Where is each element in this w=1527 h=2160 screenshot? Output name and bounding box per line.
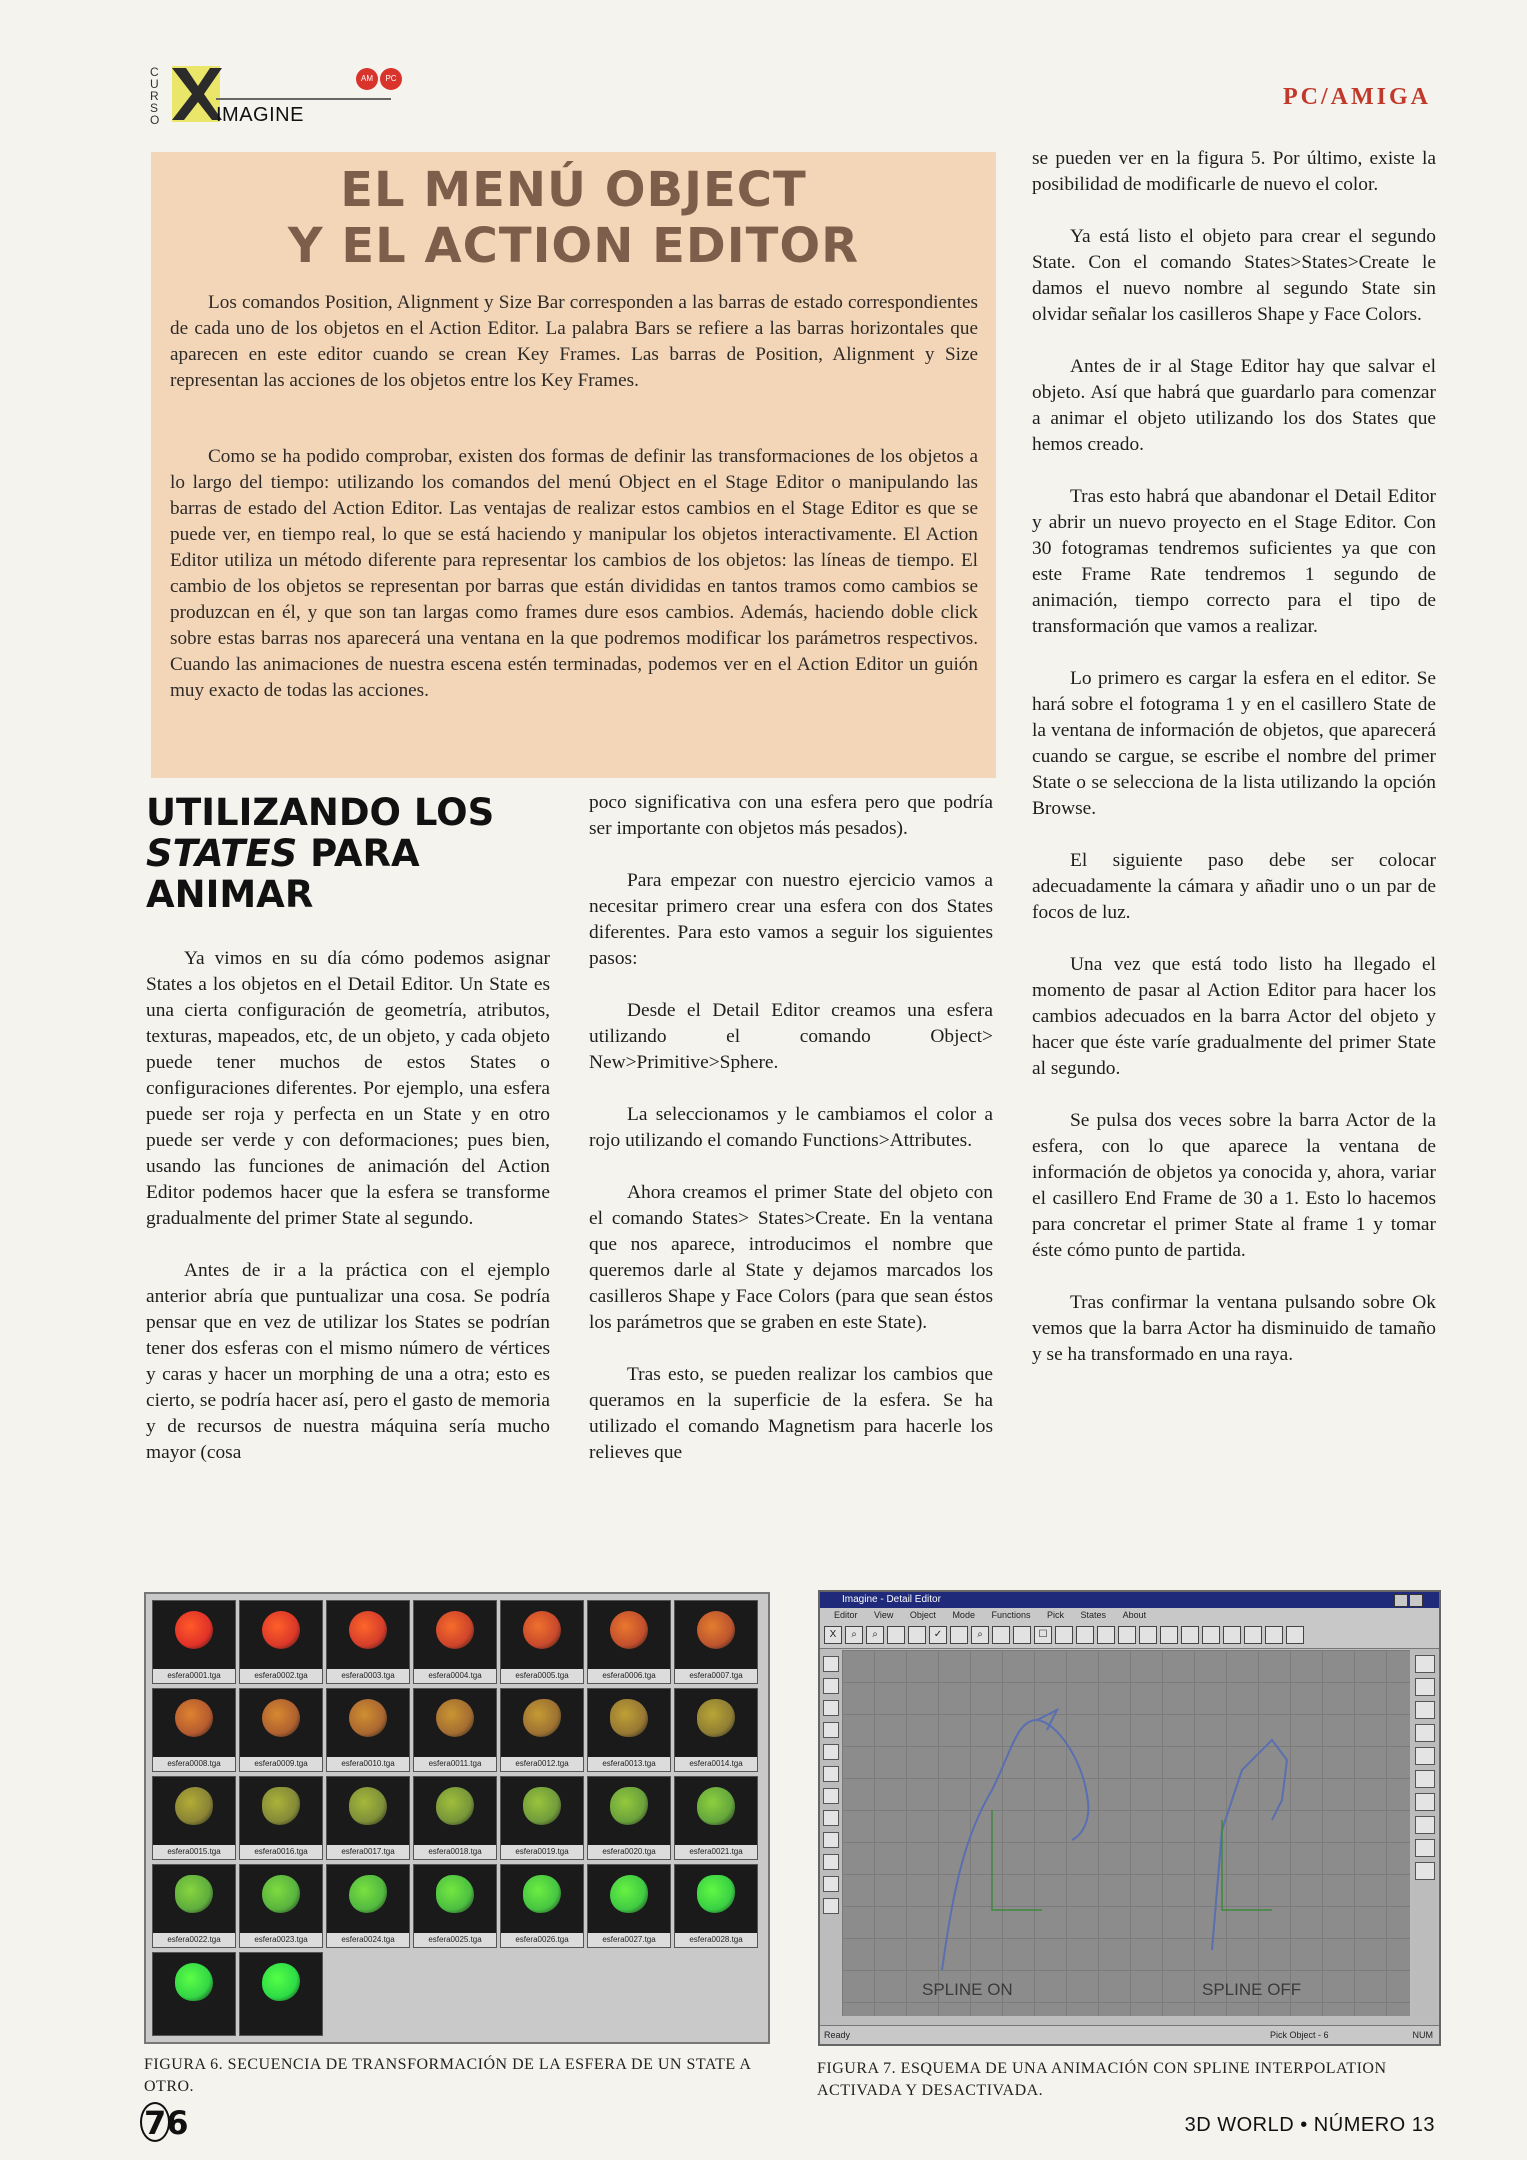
heading-line2 xyxy=(146,833,506,874)
sphere-render xyxy=(610,1699,648,1737)
col3-paragraph: Ya está listo el objeto para crear el segundo State. Con el comando States>States>Create le damos el nuevo nombre al segundo State sin olvidar señalar los casilleros Shape y Face Colors. xyxy=(1032,226,1436,325)
left-toolbox xyxy=(822,1650,840,2016)
column-1 xyxy=(146,946,550,1492)
thumbnail-label: esfera0002.tga xyxy=(240,1669,322,1683)
thumbnail-label: esfera0024.tga xyxy=(327,1933,409,1947)
thumbnail-label: esfera0019.tga xyxy=(501,1845,583,1859)
sidebar-title-line1: EL MENÚ OBJECT xyxy=(340,162,807,218)
article-heading xyxy=(146,792,506,915)
thumbnail-frame xyxy=(587,1600,671,1684)
thumbnail-label: esfera0014.tga xyxy=(675,1757,757,1771)
thumbnail-frame xyxy=(239,1688,323,1772)
figure-6-thumbnail-sequence xyxy=(144,1592,770,2044)
sidebar-paragraph-1: Los comandos Position, Alignment y Size Bar corresponden a las barras de estado correspondientes de cada uno de los objetos en el Action Editor. La palabra Bars se refiere a las barras horizontales que aparecen en este editor cuando se crean Key Frames. Las barras de Position, Alignment y Size representan las acciones de los objetos entre los Key Frames. xyxy=(170,292,978,391)
tool-button[interactable] xyxy=(1415,1793,1435,1811)
platform-header: PC/AMIGA xyxy=(1283,84,1431,110)
magazine-footer: 3D WORLD • NÚMERO 13 xyxy=(1184,2114,1435,2136)
thumbnail-label: esfera0006.tga xyxy=(588,1669,670,1683)
menu-item[interactable]: States xyxy=(1080,1610,1107,1620)
thumbnail-frame xyxy=(674,1600,758,1684)
spline-on-axes xyxy=(992,1810,1042,1910)
tool-button[interactable] xyxy=(1415,1724,1435,1742)
col3-paragraph: Una vez que está todo listo ha llegado el momento de pasar al Action Editor para hacer los cambios adecuados en la barra Actor del objeto y hacer que éste varíe gradualmente del primer State al segundo. xyxy=(1032,954,1436,1079)
thumbnail-label: esfera0005.tga xyxy=(501,1669,583,1683)
menu-item[interactable]: View xyxy=(874,1610,894,1620)
thumbnail-frame xyxy=(326,1600,410,1684)
col3-paragraph: Antes de ir al Stage Editor hay que salvar el objeto. Así que habrá que guardarlo para comenzar a animar el objeto utilizando los dos States que hemos creado. xyxy=(1032,356,1436,455)
toolbar-button[interactable] xyxy=(1286,1626,1304,1644)
col2-paragraph: La seleccionamos y le cambiamos el color a rojo utilizando el comando Functions>Attributes. xyxy=(589,1104,993,1151)
sphere-render xyxy=(175,1787,213,1825)
figure-7-detail-editor-screenshot xyxy=(818,1590,1441,2046)
tool-button[interactable] xyxy=(1415,1816,1435,1834)
sphere-render xyxy=(523,1699,561,1737)
toolbar-button[interactable] xyxy=(1202,1626,1220,1644)
thumbnail-label: esfera0008.tga xyxy=(153,1757,235,1771)
sphere-render xyxy=(262,1787,300,1825)
heading-line3: ANIMAR xyxy=(146,873,314,916)
tool-button[interactable] xyxy=(1415,1747,1435,1765)
sphere-render xyxy=(175,1611,213,1649)
thumbnail-frame xyxy=(239,1952,323,2036)
window-controls xyxy=(1393,1594,1435,1606)
toolbar-button[interactable]: ⌕ xyxy=(971,1626,989,1644)
tool-button[interactable] xyxy=(1415,1655,1435,1673)
spline-off-curve xyxy=(1212,1740,1287,1950)
toolbar-button[interactable] xyxy=(950,1626,968,1644)
col2-paragraph: Ahora creamos el primer State del objeto con el comando States> States>Create. En la ventana que nos aparece, introducimos el nombre que queremos darle al State y dejamos marcados los casilleros Shape y Face Colors (para que sean éstos los parámetros que se graben en este State). xyxy=(589,1182,993,1333)
thumbnail-frame xyxy=(413,1688,497,1772)
toolbar-button[interactable]: ⌕ xyxy=(866,1626,884,1644)
thumbnail-label: esfera0015.tga xyxy=(153,1845,235,1859)
thumbnail-frame xyxy=(413,1864,497,1948)
sphere-render xyxy=(175,1875,213,1913)
sidebar-paragraph-2: Como se ha podido comprobar, existen dos formas de definir las transformaciones de los objetos a lo largo del tiempo: utilizando los comandos del menú Object en el Stage Editor o manipulando las barras de estado del Action Editor. Las ventajas de realizar estos cambios en el Stage Editor es que se puede ver, en tiempo real, lo que se está haciendo y manipular los objetos interactivamente. El Action Editor utiliza un método diferente para representar los cambios de los objetos: las líneas de tiempo. El cambio de los objetos se representan por barras que están divididas en tantos tramos como cambios se produzcan en él, y que son tan largas como frames dure esos cambios. Además, haciendo doble click sobre estas barras nos aparecerá una ventana en la que podremos modificar los parámetros respectivos. Cuando las animaciones de nuestra escena estén terminadas, podemos ver en el Action Editor un guión muy exacto de todas las acciones. xyxy=(170,446,978,701)
col2-paragraph: Tras esto, se pueden realizar los cambios que queramos en la superficie de la esfera. Se ha utilizado el comando Magnetism para hacerle los relieves que xyxy=(589,1364,993,1463)
tool-button[interactable] xyxy=(823,1722,839,1738)
thumbnail-frame xyxy=(326,1864,410,1948)
toolbar xyxy=(820,1622,1439,1649)
thumbnail-label: esfera0022.tga xyxy=(153,1933,235,1947)
thumbnail-frame xyxy=(674,1688,758,1772)
status-ready: Ready xyxy=(824,2030,851,2040)
sidebar-title xyxy=(151,162,996,274)
toolbar-button[interactable] xyxy=(887,1626,905,1644)
figure-6-caption: FIGURA 6. SECUENCIA DE TRANSFORMACIÓN DE LA ESFERA DE UN STATE A OTRO. xyxy=(144,2056,751,2095)
sphere-render xyxy=(610,1875,648,1913)
minimize-icon[interactable] xyxy=(1394,1594,1408,1607)
sphere-render xyxy=(349,1787,387,1825)
menu-bar xyxy=(820,1608,1439,1622)
heading-para: PARA xyxy=(297,832,420,875)
tool-button[interactable] xyxy=(1415,1839,1435,1857)
badge-amiga: AM xyxy=(356,68,378,90)
tool-button[interactable] xyxy=(1415,1678,1435,1696)
thumbnail-frame xyxy=(152,1952,236,2036)
spline-on-curve xyxy=(942,1720,1088,1970)
thumbnail-label: esfera0010.tga xyxy=(327,1757,409,1771)
thumbnail-frame xyxy=(152,1864,236,1948)
column-2 xyxy=(589,790,993,1492)
thumbnail-label: esfera0013.tga xyxy=(588,1757,670,1771)
thumbnail-frame xyxy=(239,1776,323,1860)
col1-paragraph: Antes de ir a la práctica con el ejemplo anterior abría que puntualizar una cosa. Se podría pensar que en vez de utilizar los States se podrían tener dos esferas con el mismo número de vértices y caras y hacer un morphing de una a otra; esto es cierto, se podría hacer así, pero el gasto de memoria y de recursos de nuestra máquina sería mucho mayor (cosa xyxy=(146,1260,550,1463)
col1-paragraph: Ya vimos en su día cómo podemos asignar States a los objetos en el Detail Editor. Un State es una cierta configuración de geometría, atributos, texturas, mapeados, etc, de un objeto, y cada objeto puede tener muchos de estos States o configuraciones diferentes. Por ejemplo, una esfera puede ser roja y perfecta en un State y en otro puede ser verde y con deformaciones; pues bien, usando las funciones de animación del Action Editor podemos hacer que la esfera se transforme gradualmente del primer State al segundo. xyxy=(146,948,550,1229)
toolbar-button[interactable] xyxy=(992,1626,1010,1644)
menu-item[interactable]: Functions xyxy=(991,1610,1031,1620)
sphere-render xyxy=(436,1787,474,1825)
sphere-render xyxy=(523,1611,561,1649)
thumbnail-frame xyxy=(239,1864,323,1948)
badge-pc: PC xyxy=(380,68,402,90)
menu-item[interactable]: Editor xyxy=(834,1610,858,1620)
tool-button[interactable] xyxy=(823,1656,839,1672)
sphere-render xyxy=(697,1699,735,1737)
toolbar-button[interactable] xyxy=(908,1626,926,1644)
sphere-render xyxy=(262,1875,300,1913)
tool-button[interactable] xyxy=(823,1788,839,1804)
toolbar-button[interactable] xyxy=(1265,1626,1283,1644)
editor-viewport[interactable] xyxy=(842,1650,1410,2016)
col2-paragraph: poco significativa con una esfera pero que podría ser importante con objetos más pesados). xyxy=(589,792,993,839)
col3-paragraph: El siguiente paso debe ser colocar adecuadamente la cámara y añadir uno o un par de focos de luz. xyxy=(1032,850,1436,923)
col2-paragraph: Para empezar con nuestro ejercicio vamos a necesitar primero crear una esfera con dos States diferentes. Para esto vamos a seguir los siguientes pasos: xyxy=(589,870,993,969)
sphere-render xyxy=(349,1875,387,1913)
toolbar-button[interactable] xyxy=(1097,1626,1115,1644)
tool-button[interactable] xyxy=(1415,1862,1435,1880)
toolbar-button[interactable] xyxy=(1181,1626,1199,1644)
thumbnail-frame xyxy=(500,1776,584,1860)
tool-button[interactable] xyxy=(823,1898,839,1914)
thumbnail-frame xyxy=(587,1776,671,1860)
thumbnail-frame xyxy=(674,1864,758,1948)
sphere-render xyxy=(436,1699,474,1737)
heading-states: STATES xyxy=(146,832,298,875)
col3-paragraph: Lo primero es cargar la esfera en el editor. Se hará sobre el fotograma 1 y en el casillero State de la ventana de información de objetos, que aparecerá cuando se cargue, se escribe el nombre del primer State o se selecciona de la lista utilizando la opción Browse. xyxy=(1032,668,1436,819)
thumbnail-frame xyxy=(152,1776,236,1860)
curso-vertical-label: CURSO xyxy=(150,65,160,127)
thumbnail-label: esfera0021.tga xyxy=(675,1845,757,1859)
thumbnail-label: esfera0027.tga xyxy=(588,1933,670,1947)
tool-button[interactable] xyxy=(823,1854,839,1870)
sphere-render xyxy=(262,1963,300,2001)
thumbnail-label: esfera0020.tga xyxy=(588,1845,670,1859)
thumbnail-label: esfera0009.tga xyxy=(240,1757,322,1771)
thumbnail-frame xyxy=(500,1688,584,1772)
toolbar-button[interactable] xyxy=(1160,1626,1178,1644)
sphere-render xyxy=(175,1699,213,1737)
sphere-render xyxy=(523,1787,561,1825)
thumbnail-frame xyxy=(500,1864,584,1948)
imagine-wordmark: IMAGINE xyxy=(216,104,304,126)
tool-button[interactable] xyxy=(823,1810,839,1826)
sphere-render xyxy=(436,1611,474,1649)
thumbnail-frame xyxy=(239,1600,323,1684)
sphere-render xyxy=(697,1875,735,1913)
thumbnail-frame xyxy=(587,1688,671,1772)
thumbnail-label: esfera0018.tga xyxy=(414,1845,496,1859)
sphere-render xyxy=(262,1699,300,1737)
spline-off-label: SPLINE OFF xyxy=(1202,1980,1302,1999)
toolbar-button[interactable] xyxy=(1139,1626,1157,1644)
menu-item[interactable]: About xyxy=(1122,1610,1147,1620)
thumbnail-frame xyxy=(152,1688,236,1772)
thumbnail-label: esfera0025.tga xyxy=(414,1933,496,1947)
thumbnail-label: esfera0004.tga xyxy=(414,1669,496,1683)
page-number: 76 xyxy=(144,2104,189,2142)
toolbar-button[interactable]: ☐ xyxy=(1034,1626,1052,1644)
status-num: NUM xyxy=(1412,2030,1433,2040)
col3-paragraph: Se pulsa dos veces sobre la barra Actor de la esfera, con lo que aparece la ventana de información de objetos ya conocida y, ahora, variar el casillero End Frame de 30 a 1. Esto lo hacemos para concretar el primer State al frame 1 y tomar éste cómo punto de partida. xyxy=(1032,1110,1436,1261)
sphere-render xyxy=(697,1611,735,1649)
thumbnail-label: esfera0012.tga xyxy=(501,1757,583,1771)
toolbar-button[interactable] xyxy=(1244,1626,1262,1644)
toolbar-button[interactable]: ⌕ xyxy=(845,1626,863,1644)
sphere-render xyxy=(349,1699,387,1737)
tool-button[interactable] xyxy=(823,1744,839,1760)
logo-rule xyxy=(216,98,391,100)
spline-on-label: SPLINE ON xyxy=(922,1980,1013,1999)
toolbar-button[interactable] xyxy=(1223,1626,1241,1644)
toolbar-button[interactable]: ✓ xyxy=(929,1626,947,1644)
sphere-render xyxy=(610,1611,648,1649)
sphere-render xyxy=(262,1611,300,1649)
thumbnail-label: esfera0016.tga xyxy=(240,1845,322,1859)
sidebar-title-line2: Y EL ACTION EDITOR xyxy=(287,218,860,274)
figure-7-caption: FIGURA 7. ESQUEMA DE UNA ANIMACIÓN CON SPLINE INTERPOLATION ACTIVADA Y DESACTIVADA. xyxy=(817,2060,1387,2099)
sphere-render xyxy=(697,1787,735,1825)
sphere-render xyxy=(349,1611,387,1649)
thumbnail-label: esfera0026.tga xyxy=(501,1933,583,1947)
thumbnail-label: esfera0001.tga xyxy=(153,1669,235,1683)
thumbnail-label: esfera0023.tga xyxy=(240,1933,322,1947)
menu-item[interactable]: Object xyxy=(909,1610,936,1620)
col3-paragraph: Tras confirmar la ventana pulsando sobre Ok vemos que la barra Actor ha disminuido de tamaño y se ha transformado en una raya. xyxy=(1032,1292,1436,1365)
thumbnail-label: esfera0017.tga xyxy=(327,1845,409,1859)
maximize-icon[interactable] xyxy=(1409,1594,1423,1607)
tool-button[interactable] xyxy=(823,1766,839,1782)
tool-button[interactable] xyxy=(823,1678,839,1694)
heading-line1: UTILIZANDO LOS xyxy=(146,791,495,834)
thumbnail-frame xyxy=(413,1776,497,1860)
thumbnail-frame xyxy=(152,1600,236,1684)
thumbnail-frame xyxy=(326,1776,410,1860)
status-pick-object: Pick Object - 6 xyxy=(1270,2030,1329,2040)
right-toolbox xyxy=(1413,1650,1437,2016)
col3-paragraph: Tras esto habrá que abandonar el Detail Editor y abrir un nuevo proyecto en el Stage Editor. Con 30 fotogramas tendremos suficientes ya que con este Frame Rate tendremos 1 segundo de animación, tiempo correcto para el tipo de transformación que vamos a realizar. xyxy=(1032,486,1436,637)
toolbar-button[interactable]: X xyxy=(824,1626,842,1644)
toolbar-button[interactable] xyxy=(1118,1626,1136,1644)
column-3 xyxy=(1032,146,1436,1394)
thumbnail-label: esfera0003.tga xyxy=(327,1669,409,1683)
col3-paragraph: se pueden ver en la figura 5. Por último, existe la posibilidad de modificarle de nuevo el color. xyxy=(1032,148,1436,195)
toolbar-button[interactable] xyxy=(1013,1626,1031,1644)
menu-item[interactable]: Pick xyxy=(1047,1610,1065,1620)
window-title: Imagine - Detail Editor xyxy=(820,1592,1439,1608)
tool-button[interactable] xyxy=(823,1832,839,1848)
sphere-render xyxy=(175,1963,213,2001)
spline-off-axes xyxy=(1222,1820,1272,1910)
thumbnail-label: esfera0007.tga xyxy=(675,1669,757,1683)
thumbnail-frame xyxy=(326,1688,410,1772)
tool-button[interactable] xyxy=(823,1700,839,1716)
tool-button[interactable] xyxy=(823,1876,839,1892)
menu-item[interactable]: Mode xyxy=(952,1610,975,1620)
thumbnail-frame xyxy=(413,1600,497,1684)
toolbar-button[interactable] xyxy=(1055,1626,1073,1644)
sphere-render xyxy=(610,1787,648,1825)
status-bar xyxy=(820,2025,1439,2044)
toolbar-button[interactable] xyxy=(1076,1626,1094,1644)
tool-button[interactable] xyxy=(1415,1701,1435,1719)
thumbnail-frame xyxy=(500,1600,584,1684)
tool-button[interactable] xyxy=(1415,1770,1435,1788)
sphere-render xyxy=(523,1875,561,1913)
thumbnail-label: esfera0011.tga xyxy=(414,1757,496,1771)
thumbnail-label: esfera0028.tga xyxy=(675,1933,757,1947)
col2-paragraph: Desde el Detail Editor creamos una esfera utilizando el comando Object> New>Primitive>Sphere. xyxy=(589,1000,993,1073)
spline-paths xyxy=(842,1650,1410,2016)
thumbnail-frame xyxy=(674,1776,758,1860)
sphere-render xyxy=(436,1875,474,1913)
thumbnail-frame xyxy=(587,1864,671,1948)
